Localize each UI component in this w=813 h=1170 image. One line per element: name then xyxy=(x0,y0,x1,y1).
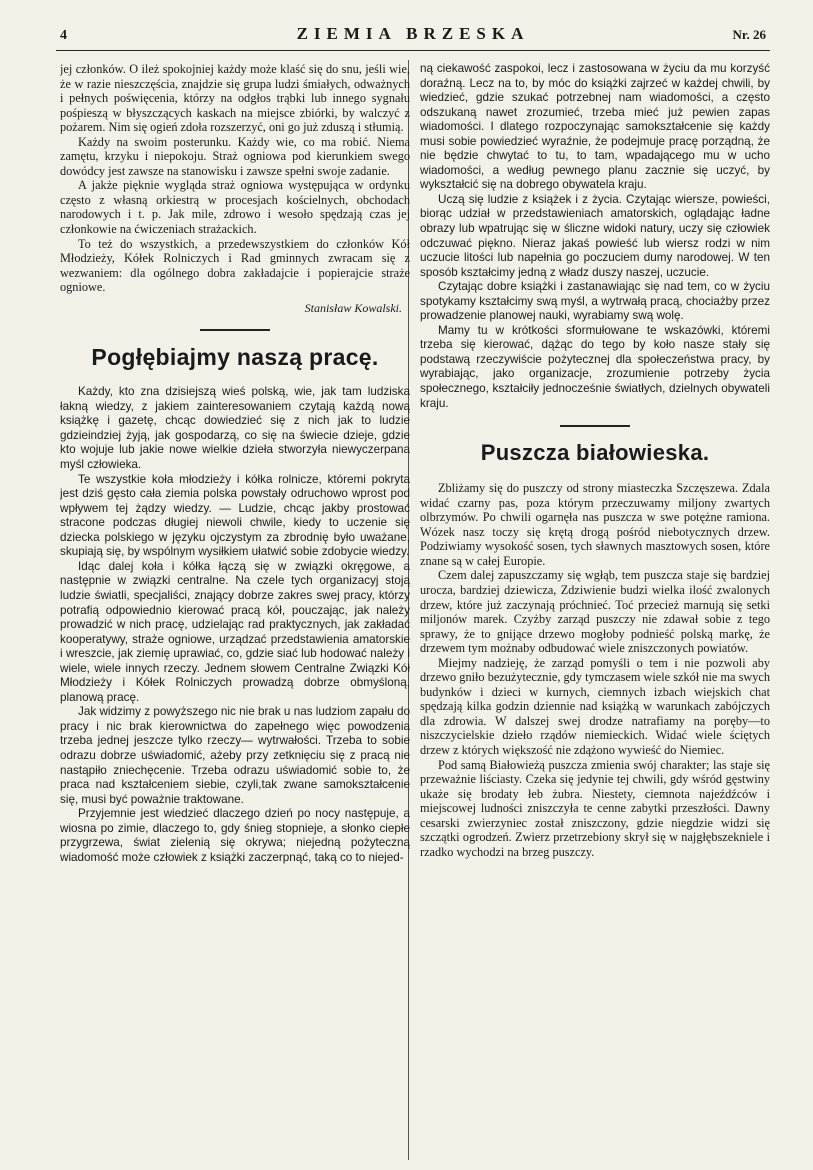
paragraph: Jak widzimy z powyższego nic nie brak u nas ludziom zapału do pracy i nic brak kierownictwa do zapełnego więc powodzenia trzeba jednej jeszcze tylko rzeczy— wytrwałości. Trzeba to sobie odrazu dobrze uświadomić, ażeby przy zetknięciu się z pracą nie nastąpiło zniechęcenie. Trzeba odrazu uświadomić sobie to, że praca nad kształceniem siebie, czyli,tak zwane samokształcenie się, musi być poważnie traktowane. xyxy=(60,705,410,806)
page-number: 4 xyxy=(60,28,67,43)
paragraph: ną ciekawość zaspokoi, lecz i zastosowana w życiu da mu korzyść doraźną. Lecz na to, by móc do książki zajrzeć w każdej chwili, by wiedzieć, gdzie szukać potrzebnej nam wiadomości, a często odszukaną nawet zrozumieć, trzeba mieć już pewien zapas wiadomości. I dlatego rozpoczynając samokształcenie się każdy musi sobie powiedzieć wyraźnie, że podejmuje pracę porządną, że nie będzie chwytać to tu, to tam, wpadającego mu w ucho wiadomości, a według pewnego planu zacznie się uczyć, by wykształcić się na dobrego obywatela kraju. xyxy=(420,62,770,192)
paragraph: Czem dalej zapuszczamy się wgłąb, tem puszcza staje się bardziej urocza, bardziej dziewicza, Zdziwienie budzi wielka ilość zwalonych drzew, które już zaczynają próchnieć. Toć przecież marnują się setki miljonów marek. Czyżby zarząd puszczy nie zdawał sobie z tego sprawy, że to gnijące drzewo mogłoby podnieść polską markę, że drzewem tym możnaby odbudować wiele zniszczonych powiatów. xyxy=(420,568,770,656)
paragraph: Czytając dobre książki i zastanawiając się nad tem, co w życiu spotykamy kształcimy swą myśl, a wytrwałą pracą, chociażby przez prowadzenie planowej nauki, wyrabiamy swą wolę. xyxy=(420,280,770,323)
paragraph: Pod samą Białowieżą puszcza zmienia swój charakter; las staje się przeważnie liściasty. Czeka się jedynie tej chwili, gdy wśród gęstwiny ukaże się brodaty łeb żubra. Niestety, ciemnota najeźdźców i miejscowej ludności zniszczyła te cenne zabytki przeszłości. Dawny cesarski zwierzyniec został zniszczony, gdzie niegdzie widzi się szczątki ogrodzeń. Zwierz przetrzebiony skrył się w najgłębszekniele i rzadko wychodzi na brzeg puszczy. xyxy=(420,757,770,859)
separator-rule xyxy=(200,329,270,331)
paragraph: Idąc dalej koła i kółka łączą się w związki okręgowe, a następnie w związki centralne. Na czele tych organizacyj stoją ludzie światli, specjaliści, znający dobrze zakres swej pracy, którzy potrafią odpowiednio kierować pracą kół, pouczając, jak należy prowadzić w nich pracę, udzielając rad praktycznych, jak zakładać kooperatywy, straże ogniowe, urządzać przedstawienia amatorskie i wreszcie, jak ziemię uprawiać, co, gdzie siać lub hodować należy i wiele, wiele innych rzeczy. Jednem słowem Centralne Związki Kół Młodzieży i Kółek Rolniczych prowadzą dobrze obmyśloną, planową pracę. xyxy=(60,559,410,704)
separator-rule xyxy=(560,425,630,427)
paragraph: Każdy na swoim posterunku. Każdy wie, co ma robić. Niema zamętu, krzyku i niepokoju. Straż ogniowa pod kierunkiem swego dowódcy jest zawsze na stanowisku i zawsze spełni swoje zadanie. xyxy=(60,134,410,178)
signature: Stanisław Kowalski. xyxy=(304,300,402,315)
left-column xyxy=(60,62,410,1162)
paragraph: Przyjemnie jest wiedzieć dlaczego dzień po nocy następuje, a wiosna po zimie, dlaczego to, gdy śnieg stopnieje, a słonko ciepłe przygrzewa, świat zielenią się okrywa; niejedną pożyteczną wiadomość może człowiek z książki zaczerpnąć, taką co to niejed- xyxy=(60,807,410,864)
paragraph: jej członków. O ileż spokojniej każdy może klaść się do snu, jeśli wie, że w razie nieszczęścia, znajdzie się grupa ludzi śmiałych, odważnych i pełnych poświęcenia, którzy na odgłos trąbki lub innego sygnału pośpieszą w błyszczących kaskach na miejsce zbiórki, by walczyć z pożarem. Nim się ogień zdoła rozszerzyć, oni go już zduszą i stłumią. xyxy=(60,62,410,135)
article-title: Puszcza białowieska. xyxy=(480,440,710,466)
article-title: Pogłębiajmy naszą pracę. xyxy=(91,344,379,371)
paragraph: To też do wszystkich, a przedewszystkiem do członków Kół Młodzieży, Kółek Rolniczych i Rad gminnych zwracam się z wezwaniem: dla ogólnego dobra zakładajcie i popierajcie straże ogniowe. xyxy=(60,236,410,295)
paragraph: Każdy, kto zna dzisiejszą wieś polską, wie, jak tam ludziska łakną wiedzy, z jakiem zainteresowaniem czytają każdą nową książkę i gazetę, chcąc dowiedzieć się z nich jak to ludzie gdzieindziej żyją, jak gospodarzą, co się na świecie dzieje, gdzie kto wojuje lub jakie nowe wielkie dzieła stworzyła niewyczerpana myśl człowieka. xyxy=(60,385,410,472)
page-header xyxy=(56,20,770,51)
paragraph: Te wszystkie koła młodzieży i kółka rolnicze, któremi pokryta jest dziś gęsto cała ziemia polska powstały odruchowo wprost pod wpływem tej żądzy wiedzy. — Ludzie, chcąc jakby prostować stracone podczas długiej niewoli chwile, kiedy to uczenie się dziecka polskiego w języku ojczystym za zbrodnię było uważane, skupiają się, by wspólnym wysiłkiem ułatwić sobie zdobycie wiedzy. xyxy=(60,472,410,559)
paragraph: Zbliżamy się do puszczy od strony miasteczka Szczęszewa. Zdala widać czarny pas, poza którym przeczuwamy miljony zwartych olbrzymów. Po chwili ogarnęła nas puszcza w swe potężne ramiona. Wózek nasz toczy się krętą drogą pośród niebotycznych drzew. Podziwiamy wysokość sosen, tych sławnych masztowych sosen, które znane są w całej Europie. xyxy=(420,481,770,568)
article-body-continued xyxy=(420,62,770,411)
right-column xyxy=(420,62,770,1162)
article-body xyxy=(60,385,410,865)
paragraph: Miejmy nadzieję, że zarząd pomyśli o tem i nie pozwoli aby drzewo gniło bezużytecznie, gdy tymczasem wiele szkół nie ma swych budynków i dzieci w kurnych, ciemnych izbach wiejskich chat spędzają kilka godzin dziennie nad książką w warunkach zabójczych dla zdrowia. W dalszej swej drodze natrafiamy na poręby—to niszczycielskie dzieło rządów niemieckich. Widać wiele ściętych drzew z których większość nie zdążono wywieść do Niemiec. xyxy=(420,655,770,757)
paragraph: Uczą się ludzie z książek i z życia. Czytając wiersze, powieści, biorąc udział w przedstawieniach amatorskich, oglądając ładne obrazy lub wpatrując się w śliczne widoki natury, uczy się człowiek odczuwać piękno. Nieraz jakaś powieść lub wiersz rodzi w nim uczucie litości lub napełnia go poczuciem dumy narodowej. W ten sposób kształcimy jedną z władz duszy naszej, uczucie. xyxy=(420,192,770,279)
paragraph: A jakże pięknie wygląda straż ogniowa występująca w ordynku często z własną orkiestrą w procesjach kościelnych, obchodach narodowych i t. p. Jak mile, zdrowo i wesoło spędzają czas jej członkowie na ćwiczeniach strażackich. xyxy=(60,178,410,237)
paragraph: Mamy tu w krótkości sformułowane te wskazówki, któremi trzeba się kierować, dążąc do tego by koło nasze stały się podstawą rzeczywiście pożytecznej dla społeczeństwa pracy, by wyrabiając, jako organizacje, zrozumienie potrzeby życia społecznego, kształciły jednocześnie światłych, dzielnych obywateli kraju. xyxy=(420,323,770,410)
masthead: ZIEMIA BRZESKA xyxy=(296,24,530,43)
issue-number: Nr. 26 xyxy=(732,27,766,42)
